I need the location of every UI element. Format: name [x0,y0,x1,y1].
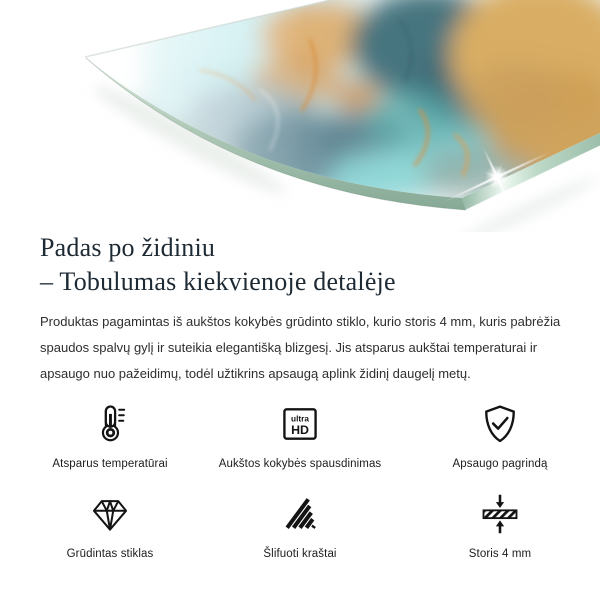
product-hero-image [0,0,600,232]
page-title-line1: Padas po židiniu [40,233,216,262]
feature-label: Šlifuoti kraštai [263,548,337,560]
feature-label: Apsaugo pagrindą [452,458,548,470]
svg-text:ultra: ultra [291,414,309,424]
thermometer-icon [88,402,132,446]
feature-label: Storis 4 mm [468,548,532,560]
feature-thickness [420,492,580,560]
product-description: Produktas pagamintas iš aukštos kokybės grūdinto stiklo, kurio storis 4 mm, kuris pabrėžia spaudos spalvų gylį ir suteikia elegantišką blizgesį. Jis atsparus aukštai temperaturai ir apsaugo nuo pažeidimų, todėl užtikrins apsaugą aplink židinį daugelį metų. [40,314,561,381]
page-title [40,231,396,299]
feature-protects-base [420,402,580,470]
polished-edges-icon [278,492,322,536]
svg-text:HD: HD [291,423,309,438]
feature-grid [40,402,580,560]
glass-panel-illustration [0,0,600,232]
feature-label: Atsparus temperatūrai [52,458,168,470]
feature-label: Aukštos kokybės spausdinimas [218,458,382,470]
feature-polished-edges [200,492,400,560]
ultra-hd-icon [278,402,322,446]
feature-print-quality [200,402,400,470]
feature-label: Grūdintas stiklas [66,548,154,560]
feature-temperature [40,402,180,470]
thickness-icon [478,492,522,536]
diamond-icon [88,492,132,536]
feature-tempered-glass [40,492,180,560]
shield-check-icon [478,402,522,446]
page-title-line2: – Tobulumas kiekvienoje detalėje [40,266,396,296]
